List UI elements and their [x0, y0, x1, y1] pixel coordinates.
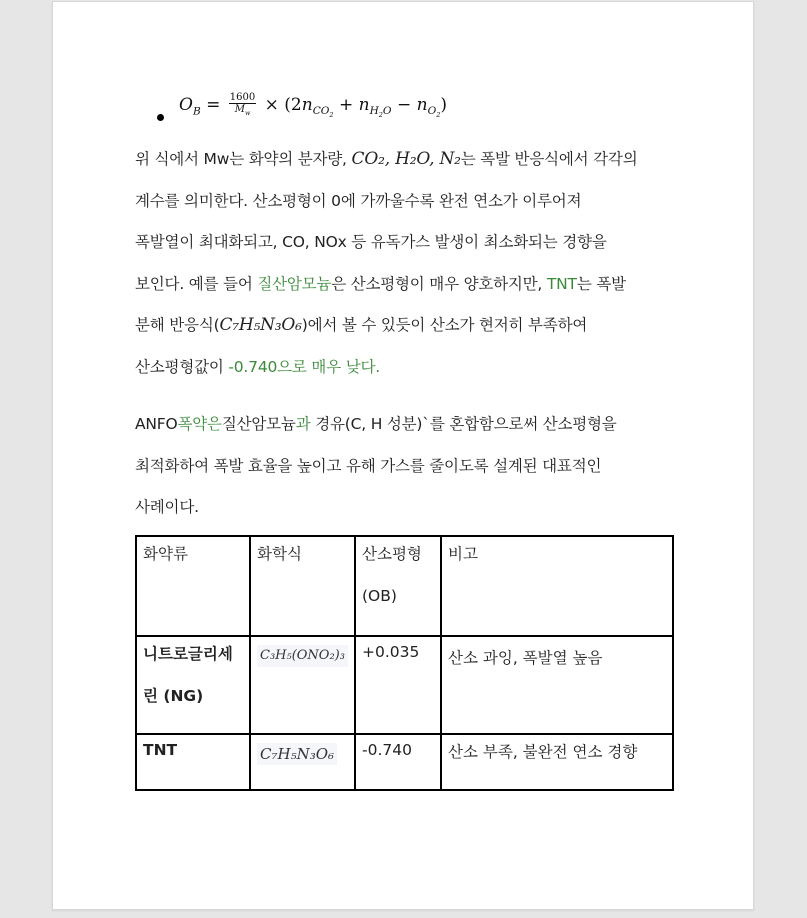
- header-text: 화학식: [257, 545, 302, 563]
- equals-sign: =: [206, 95, 221, 115]
- explosives-table: [135, 535, 674, 791]
- oxygen-balance-formula-item: [135, 86, 675, 126]
- cell-name: [136, 734, 250, 790]
- oxygen-balance-formula: $O_B$ = $\frac{1600}{M_w}$ × $(2n_{CO_2} + n_{H_2O} - n_{O_2})$: [179, 92, 447, 120]
- text: 는 폭발 반응식에서 각각의: [460, 150, 638, 168]
- text: 은 산소평형이 매우 양호하지만,: [331, 274, 547, 293]
- table-row: [136, 734, 673, 790]
- text: 산소평형값이: [135, 357, 229, 376]
- header-explosive: [136, 536, 250, 636]
- inline-formula-products: CO₂, H₂O, N₂: [351, 149, 461, 169]
- formula-lhs-sub: B: [192, 105, 201, 118]
- table-row: [136, 636, 673, 734]
- cell-note: [441, 636, 673, 734]
- text: 는 폭발: [576, 274, 626, 293]
- note-text: 산소 부족, 불완전 연소 경향: [448, 743, 638, 761]
- text: 위 식에서 Mw는 화약의 분자량,: [135, 150, 352, 168]
- cell-name: [136, 636, 250, 734]
- header-formula: [250, 536, 355, 636]
- cell-text: [143, 633, 243, 717]
- document-page: [52, 1, 754, 910]
- den-sub: w: [244, 110, 251, 117]
- cell-formula: [250, 734, 355, 790]
- table-header-row: [136, 536, 673, 636]
- bullet-icon: [157, 114, 164, 121]
- text: 보인다. 예를 들어: [135, 274, 258, 293]
- header-ob-line2: (OB): [362, 587, 397, 605]
- paragraph-oxygen-balance: [135, 139, 637, 388]
- cell-formula: [250, 636, 355, 734]
- highlight-tnt: TNT: [546, 274, 577, 293]
- para1-line2: 계수를 의미한다. 산소평형이 0에 가까울수록 완전 연소가 이루어져: [135, 191, 582, 210]
- header-text: 비고: [448, 545, 478, 563]
- highlight-tnt-ob-value: -0.740으로 매우 낮다.: [228, 357, 380, 376]
- highlight-and: 과: [295, 415, 311, 433]
- text: ANFO: [135, 415, 178, 433]
- ob-value: -0.740: [362, 741, 412, 759]
- text: )에서 볼 수 있듯이 산소가 현저히 부족하여: [301, 316, 588, 334]
- para1-line3: 폭발열이 최대화되고, CO, NOx 등 유독가스 발생이 최소화되는 경향을: [135, 233, 607, 251]
- inline-formula-tnt: C₇H₅N₃O₆: [219, 315, 302, 335]
- note-text: 산소 과잉, 폭발열 높음: [448, 649, 603, 667]
- cell-note: [441, 734, 673, 790]
- header-remarks: [441, 536, 673, 636]
- text: 분해 반응식(: [135, 316, 220, 334]
- fraction-denominator: [229, 104, 256, 119]
- highlight-ammonium-nitrate: 질산암모늄: [257, 274, 332, 293]
- formula-fraction: [229, 92, 256, 119]
- text: 질산암모늄: [221, 415, 296, 433]
- header-oxygen-balance: [355, 536, 441, 636]
- para1-line4: [135, 264, 637, 306]
- highlight-explosive: 폭약은: [177, 415, 222, 433]
- header-text: 화약류: [143, 545, 188, 563]
- para1-line1: [135, 139, 637, 181]
- para2-line1: [135, 404, 617, 446]
- chemical-formula: C₃H₅(ONO₂)₃: [257, 645, 348, 667]
- cell-ob: [355, 734, 441, 790]
- times-sign: ×: [264, 95, 279, 115]
- text: 경유(C, H 성분)`를 혼합함으로써 산소평형을: [310, 415, 617, 433]
- name-line1: TNT: [143, 741, 178, 759]
- paragraph-anfo: [135, 404, 617, 529]
- header-text: [362, 533, 434, 617]
- para2-line2: 최적화하여 폭발 효율을 높이고 유해 가스를 줄이도록 설계된 대표적인: [135, 456, 602, 475]
- fraction-numerator: 1600: [229, 92, 256, 103]
- header-ob-line1: 산소평형: [362, 545, 422, 563]
- formula-lhs: O: [179, 95, 193, 115]
- den-var: M: [234, 104, 245, 115]
- name-line2: 린 (NG): [143, 687, 204, 705]
- paren-open: (: [284, 95, 291, 115]
- ob-value: +0.035: [362, 643, 420, 661]
- para1-line5: [135, 305, 637, 347]
- cell-ob: [355, 636, 441, 734]
- chemical-formula: C₇H₅N₃O₆: [257, 743, 337, 765]
- para2-line3: 사례이다.: [135, 498, 199, 516]
- para1-line6: [135, 347, 637, 389]
- name-line1: 니트로글리세: [143, 645, 233, 663]
